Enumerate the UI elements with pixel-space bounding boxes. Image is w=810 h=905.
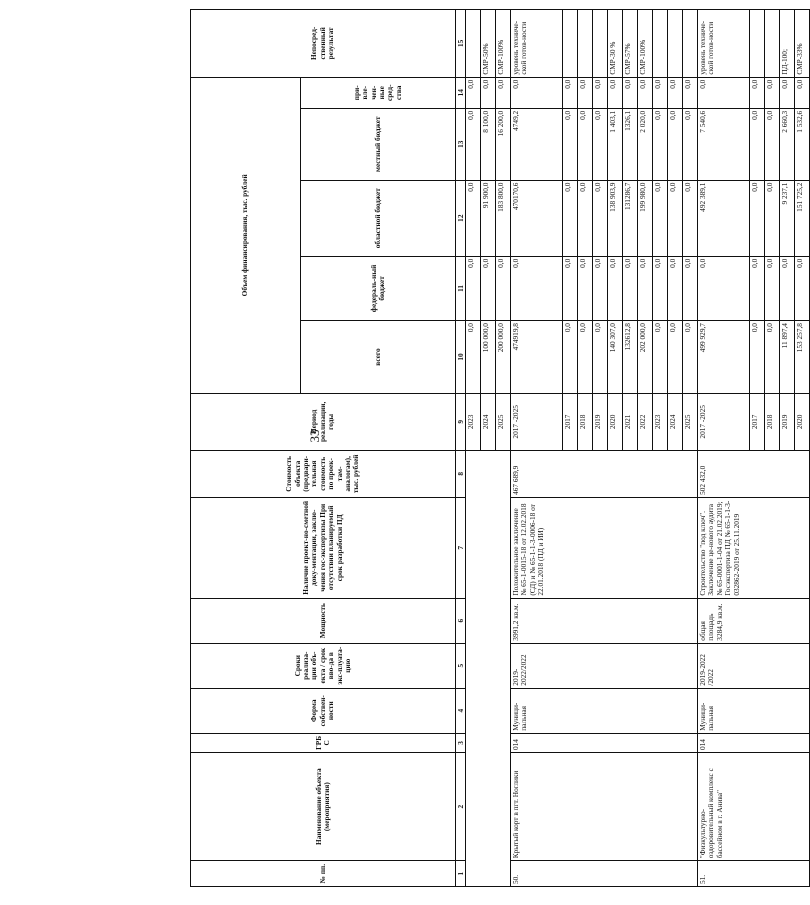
header-regional: областной бюджет <box>301 180 456 256</box>
total-cell: 0,0 <box>466 321 481 394</box>
total-cell: 153 257,8 <box>795 321 810 394</box>
result-cell: уровень техниче-ской готов-ности <box>698 10 750 78</box>
other-cell: 0,0 <box>765 77 780 108</box>
local-cell: 0,0 <box>683 108 698 180</box>
other-cell: 0,0 <box>511 77 563 108</box>
total-cell: 499 929,7 <box>698 321 750 394</box>
regional-cell: 138 903,9 <box>608 180 623 256</box>
object-num-cell: 50. <box>511 861 698 887</box>
object-grbs-cell: 014 <box>511 733 698 752</box>
total-cell: 140 307,0 <box>608 321 623 394</box>
result-cell <box>466 10 481 78</box>
table-row <box>466 10 481 887</box>
federal-cell: 0,0 <box>683 256 698 320</box>
result-cell: СМР-100% <box>496 10 511 78</box>
regional-cell: 492 389,1 <box>698 180 750 256</box>
local-cell: 0,0 <box>466 108 481 180</box>
col-number: 10 <box>456 321 466 394</box>
header-financing: Объем финансирования, тыс. рублей <box>191 77 301 393</box>
period-cell: 2023 <box>466 393 481 450</box>
other-cell: 0,0 <box>496 77 511 108</box>
header-capacity: Мощность <box>191 598 456 643</box>
federal-cell: 0,0 <box>496 256 511 320</box>
object-name-cell: Крытый корт в пгт. Ноглики <box>511 753 698 861</box>
period-cell: 2024 <box>668 393 683 450</box>
other-cell: 0,0 <box>698 77 750 108</box>
total-cell: 0,0 <box>578 321 593 394</box>
local-cell: 0,0 <box>750 108 765 180</box>
period-cell: 2017 -2025 <box>511 393 563 450</box>
other-cell: 0,0 <box>750 77 765 108</box>
federal-cell: 0,0 <box>593 256 608 320</box>
result-cell <box>563 10 578 78</box>
regional-cell: 0,0 <box>578 180 593 256</box>
local-cell: 4749,2 <box>511 108 563 180</box>
col-number: 6 <box>456 598 466 643</box>
total-cell: 0,0 <box>750 321 765 394</box>
col-number: 1 <box>456 861 466 887</box>
other-cell: 0,0 <box>593 77 608 108</box>
empty-cell <box>466 450 511 886</box>
total-cell: 11 897,4 <box>780 321 795 394</box>
local-cell: 16 200,0 <box>496 108 511 180</box>
period-cell: 2018 <box>578 393 593 450</box>
local-cell: 0,0 <box>563 108 578 180</box>
regional-cell: 0,0 <box>593 180 608 256</box>
regional-cell: 470170,6 <box>511 180 563 256</box>
local-cell: 1 532,6 <box>795 108 810 180</box>
other-cell: 0,0 <box>481 77 496 108</box>
other-cell: 0,0 <box>780 77 795 108</box>
result-cell: СМР-57% <box>623 10 638 78</box>
object-ownership-cell: Муници-пальная <box>511 688 698 733</box>
local-cell: 2 020,0 <box>638 108 653 180</box>
regional-cell: 199 980,0 <box>638 180 653 256</box>
total-cell: 100 000,0 <box>481 321 496 394</box>
federal-cell: 0,0 <box>653 256 668 320</box>
table-body <box>466 10 810 887</box>
header-row <box>191 10 301 887</box>
total-cell: 474919,8 <box>511 321 563 394</box>
result-cell: СМР-30 % <box>608 10 623 78</box>
header-name: Наименование объекта (мероприятия) <box>191 753 456 861</box>
regional-cell: 0,0 <box>750 180 765 256</box>
header-period: Период реализации, годы <box>191 393 456 450</box>
object-grbs-cell: 014 <box>698 733 810 752</box>
federal-cell: 0,0 <box>466 256 481 320</box>
other-cell: 0,0 <box>653 77 668 108</box>
result-cell <box>765 10 780 78</box>
other-cell: 0,0 <box>683 77 698 108</box>
federal-cell: 0,0 <box>578 256 593 320</box>
regional-cell: 0,0 <box>653 180 668 256</box>
col-number: 3 <box>456 733 466 752</box>
local-cell: 0,0 <box>668 108 683 180</box>
result-cell <box>683 10 698 78</box>
col-number: 9 <box>456 393 466 450</box>
federal-cell: 0,0 <box>765 256 780 320</box>
object-timing-cell: 2019-2022/2022 <box>511 643 698 688</box>
object-ownership-cell: Муници-пальная <box>698 688 810 733</box>
federal-cell: 0,0 <box>563 256 578 320</box>
federal-cell: 0,0 <box>623 256 638 320</box>
regional-cell: 151 725,2 <box>795 180 810 256</box>
federal-cell: 0,0 <box>780 256 795 320</box>
col-number: 13 <box>456 108 466 180</box>
object-capacity-cell: 3991,2 кв.м. <box>511 598 698 643</box>
regional-cell: 0,0 <box>683 180 698 256</box>
table-row <box>511 10 563 887</box>
total-cell: 0,0 <box>683 321 698 394</box>
local-cell: 7 540,6 <box>698 108 750 180</box>
local-cell: 0,0 <box>593 108 608 180</box>
total-cell: 200 000,0 <box>496 321 511 394</box>
period-cell: 2017 -2025 <box>698 393 750 450</box>
total-cell: 202 000,0 <box>638 321 653 394</box>
period-cell: 2025 <box>683 393 698 450</box>
local-cell: 2 660,3 <box>780 108 795 180</box>
federal-cell: 0,0 <box>795 256 810 320</box>
object-num-cell: 51. <box>698 861 810 887</box>
local-cell: 0,0 <box>578 108 593 180</box>
other-cell: 0,0 <box>578 77 593 108</box>
column-number-row <box>456 10 466 887</box>
page-number: 33 <box>307 429 322 443</box>
total-cell: 0,0 <box>765 321 780 394</box>
col-number: 12 <box>456 180 466 256</box>
result-cell <box>750 10 765 78</box>
total-cell: 0,0 <box>653 321 668 394</box>
regional-cell: 0,0 <box>563 180 578 256</box>
regional-cell: 9 237,1 <box>780 180 795 256</box>
table-row <box>698 10 750 887</box>
object-name-cell: "Физкультурно-оздоровительный комплекс с бассейном в г. Анива" <box>698 753 810 861</box>
federal-cell: 0,0 <box>750 256 765 320</box>
total-cell: 0,0 <box>668 321 683 394</box>
other-cell: 0,0 <box>563 77 578 108</box>
header-ownership: Форма собствен-ности <box>191 688 456 733</box>
regional-cell: 183 800,0 <box>496 180 511 256</box>
regional-cell: 131286,7 <box>623 180 638 256</box>
regional-cell: 0,0 <box>668 180 683 256</box>
local-cell: 0,0 <box>765 108 780 180</box>
regional-cell: 0,0 <box>765 180 780 256</box>
header-grbs: ГРБС <box>191 733 456 752</box>
other-cell: 0,0 <box>638 77 653 108</box>
total-cell: 0,0 <box>593 321 608 394</box>
period-cell: 2020 <box>795 393 810 450</box>
federal-cell: 0,0 <box>668 256 683 320</box>
regional-cell: 0,0 <box>466 180 481 256</box>
object-docs-cell: Строительство "под ключ". Заключение це-нового аудита № 65-0001-1-04 от 21.02.2019; Госэкспертиза ПД № 65-1-1-3-032862-2019 от 25.11.2019 <box>698 497 810 598</box>
regional-cell: 91 900,0 <box>481 180 496 256</box>
federal-cell: 0,0 <box>511 256 563 320</box>
result-cell: СМР-33% <box>795 10 810 78</box>
col-number: 4 <box>456 688 466 733</box>
total-cell: 132612,8 <box>623 321 638 394</box>
object-docs-cell: Положительное заключение № 65-1-0015-18 от 12.02.2018 (СД) и № 65-1-1-3-0006-18 от 22.01.2018 (ПД и ИИ) <box>511 497 698 598</box>
rotated-table-wrapper <box>190 9 804 887</box>
result-cell: СМР-100% <box>638 10 653 78</box>
header-cost: Стоимость объекта (предвари-тельная стоимость по проек-там-аналогам), тыс. рублей <box>191 450 456 497</box>
period-cell: 2019 <box>780 393 795 450</box>
local-cell: 1 403,1 <box>608 108 623 180</box>
header-num: № пп. <box>191 861 456 887</box>
period-cell: 2017 <box>750 393 765 450</box>
col-number: 14 <box>456 77 466 108</box>
period-cell: 2017 <box>563 393 578 450</box>
object-cost-cell: 467 689,9 <box>511 450 698 497</box>
other-cell: 0,0 <box>608 77 623 108</box>
col-number: 7 <box>456 497 466 598</box>
object-capacity-cell: общая площадь 3284,9 кв.м. <box>698 598 810 643</box>
object-timing-cell: 2019-2022 /2022 <box>698 643 810 688</box>
local-cell: 0,0 <box>653 108 668 180</box>
period-cell: 2020 <box>608 393 623 450</box>
total-cell: 0,0 <box>563 321 578 394</box>
col-number: 8 <box>456 450 466 497</box>
federal-cell: 0,0 <box>698 256 750 320</box>
result-cell: ПД-100; <box>780 10 795 78</box>
object-cost-cell: 502 432,0 <box>698 450 810 497</box>
federal-cell: 0,0 <box>638 256 653 320</box>
local-cell: 8 100,0 <box>481 108 496 180</box>
result-cell <box>668 10 683 78</box>
header-timing: Сроки реализа-ции объ-екта / срок вво-да в экс-плуата-цию <box>191 643 456 688</box>
period-cell: 2018 <box>765 393 780 450</box>
header-local: местный бюджет <box>301 108 456 180</box>
result-cell <box>653 10 668 78</box>
federal-cell: 0,0 <box>608 256 623 320</box>
other-cell: 0,0 <box>623 77 638 108</box>
header-other: при-вле-чен-ные сред-ства <box>301 77 456 108</box>
other-cell: 0,0 <box>795 77 810 108</box>
period-cell: 2019 <box>593 393 608 450</box>
col-number: 15 <box>456 10 466 78</box>
header-result: Непосред-ственный результат <box>191 10 456 78</box>
period-cell: 2022 <box>638 393 653 450</box>
result-cell: СМР-50% <box>481 10 496 78</box>
period-cell: 2025 <box>496 393 511 450</box>
header-total: всего <box>301 321 456 394</box>
period-cell: 2021 <box>623 393 638 450</box>
col-number: 11 <box>456 256 466 320</box>
col-number: 2 <box>456 753 466 861</box>
result-cell <box>593 10 608 78</box>
other-cell: 0,0 <box>668 77 683 108</box>
federal-cell: 0,0 <box>481 256 496 320</box>
period-cell: 2023 <box>653 393 668 450</box>
col-number: 5 <box>456 643 466 688</box>
header-docs: Наличие проект-но-сметной доку-ментации, заклю-чения гос-экспертизы При отсутствии планируемый срок разработки ПД <box>191 497 456 598</box>
other-cell: 0,0 <box>466 77 481 108</box>
result-cell <box>578 10 593 78</box>
local-cell: 1326,1 <box>623 108 638 180</box>
result-cell: уровень техниче-ской готов-ности <box>511 10 563 78</box>
period-cell: 2024 <box>481 393 496 450</box>
header-federal: федераль-ный бюджет <box>301 256 456 320</box>
financing-table <box>190 9 810 887</box>
